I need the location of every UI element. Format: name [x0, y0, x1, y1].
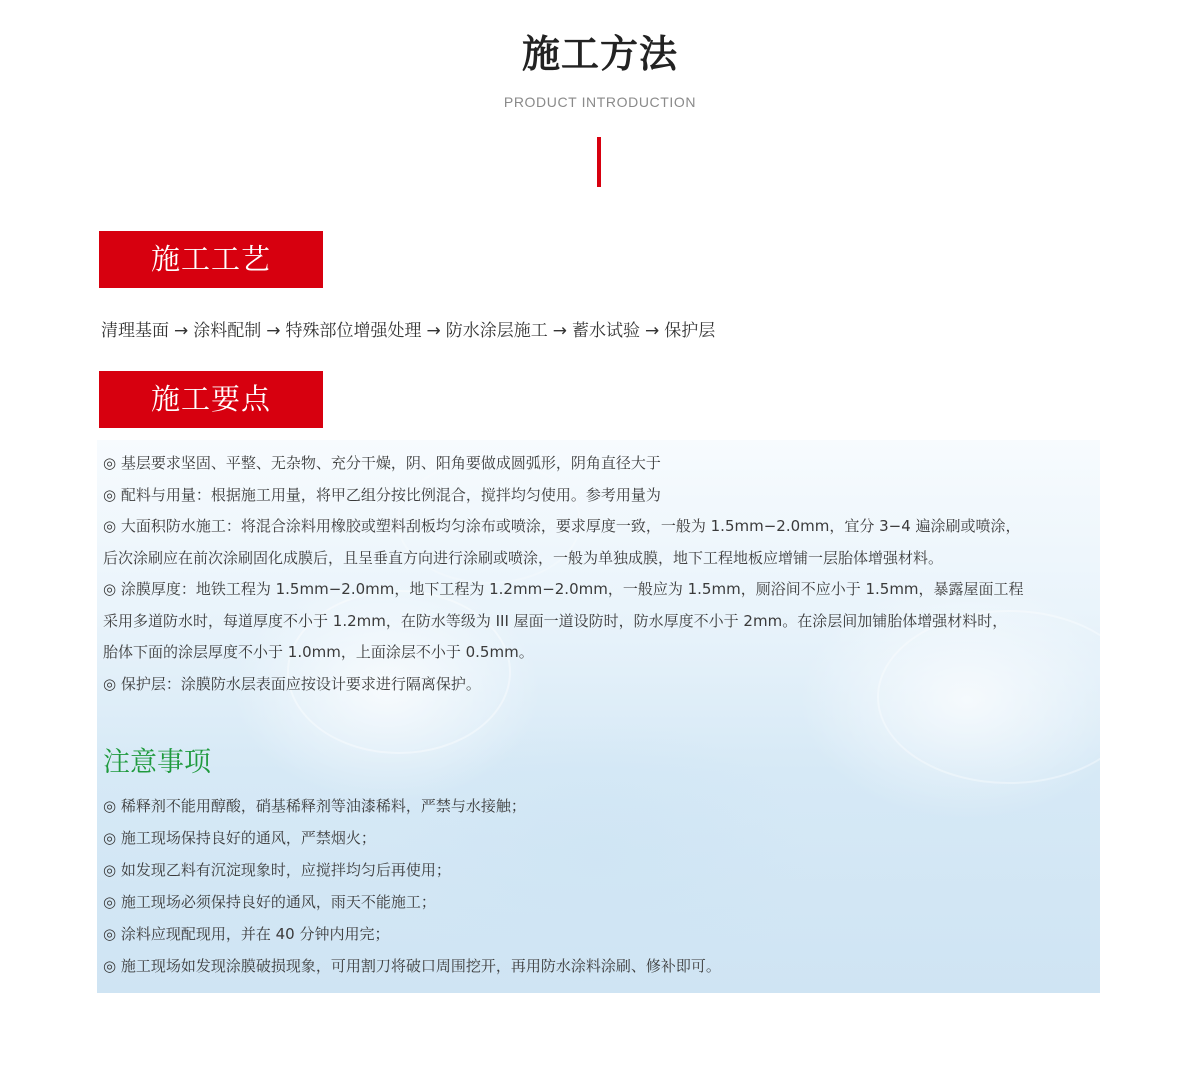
- process-flow: [101, 316, 715, 341]
- arrow-icon: →: [174, 321, 189, 341]
- attention-list: [103, 790, 721, 982]
- process-step: 防水涂层施工: [445, 321, 548, 341]
- process-step: 涂料配制: [193, 321, 262, 341]
- list-item: ◎ 保护层：涂膜防水层表面应按设计要求进行隔离保护。: [103, 674, 481, 693]
- points-section-banner: 施工要点: [99, 371, 323, 428]
- construction-points-list: [103, 448, 1099, 700]
- process-step: 保护层: [664, 321, 716, 341]
- arrow-icon: →: [645, 321, 660, 341]
- list-item: 后次涂刷应在前次涂刷固化成膜后，且呈垂直方向进行涂刷或喷涂，一般为单独成膜，地下工程地板应增铺一层胎体增强材料。: [103, 548, 944, 567]
- process-step: 特殊部位增强处理: [285, 321, 422, 341]
- list-item: ◎ 稀释剂不能用醇酸，硝基稀释剂等油漆稀料，严禁与水接触；: [103, 797, 526, 815]
- process-section-banner: 施工工艺: [99, 231, 323, 288]
- arrow-icon: →: [266, 321, 281, 341]
- list-item: ◎ 如发现乙料有沉淀现象时，应搅拌均匀后再使用；: [103, 861, 451, 879]
- list-item: ◎ 大面积防水施工：将混合涂料用橡胶或塑料刮板均匀涂布或喷涂，要求厚度一致，一般为 1.5mm−2.0mm，宜分 3−4 遍涂刷或喷涂，: [103, 517, 1021, 535]
- list-item: 胎体下面的涂层厚度不小于 1.0mm，上面涂层不小于 0.5mm。: [103, 643, 534, 661]
- arrow-icon: →: [552, 321, 567, 341]
- page-title: 施工方法: [521, 32, 678, 76]
- list-item: ◎ 基层要求坚固、平整、无杂物、充分干燥，阴、阳角要做成圆弧形，阴角直径大于: [103, 454, 661, 472]
- list-item: ◎ 配料与用量：根据施工用量，将甲乙组分按比例混合，搅拌均匀使用。参考用量为: [103, 485, 661, 504]
- title-divider: [597, 137, 601, 187]
- list-item: 采用多道防水时，每道厚度不小于 1.2mm，在防水等级为 III 屋面一道设防时，防水厚度不小于 2mm。在涂层间加铺胎体增强材料时，: [103, 611, 1008, 630]
- list-item: ◎ 施工现场保持良好的通风，严禁烟火；: [103, 829, 376, 847]
- process-step: 清理基面: [101, 321, 169, 341]
- notes-image-panel: [97, 440, 1100, 993]
- list-item: ◎ 施工现场如发现涂膜破损现象，可用割刀将破口周围挖开，再用防水涂料涂刷、修补即可。: [103, 957, 721, 975]
- list-item: ◎ 涂膜厚度：地铁工程为 1.5mm−2.0mm，地下工程为 1.2mm−2.0mm，一般应为 1.5mm，厕浴间不应小于 1.5mm，暴露屋面工程: [103, 580, 1024, 598]
- list-item: ◎ 涂料应现配现用，并在 40 分钟内用完；: [103, 925, 390, 943]
- process-step: 蓄水试验: [572, 321, 640, 341]
- list-item: ◎ 施工现场必须保持良好的通风，雨天不能施工；: [103, 893, 436, 911]
- attention-heading: 注意事项: [103, 747, 211, 778]
- page-subtitle: PRODUCT INTRODUCTION: [503, 94, 697, 110]
- arrow-icon: →: [426, 321, 441, 341]
